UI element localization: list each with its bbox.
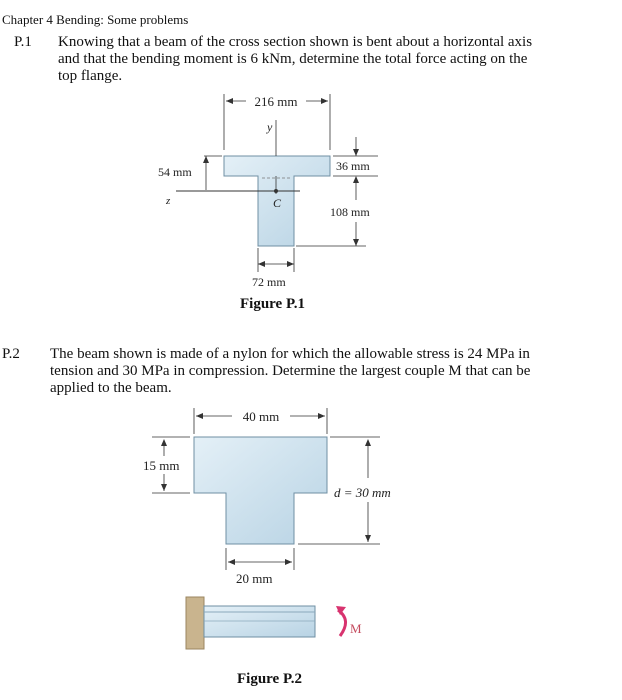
figure-p2-caption: Figure P.2 — [237, 671, 303, 687]
p2-width-label: 40 mm — [242, 409, 280, 424]
p1-centroid-label: C — [273, 196, 282, 210]
problem-2-number: P.2 — [2, 346, 20, 362]
problem-2-text: The beam shown is made of a nylon for which the allowable stress is 24 MPa in tension and 30 MPa in compression. Determine the largest couple M that can be applied to the beam. — [50, 346, 531, 396]
p2-dim-20-label: 20 mm — [236, 571, 273, 586]
p1-width-label: 216 mm — [254, 94, 298, 109]
p2-moment-label: M — [350, 621, 362, 636]
p2-wall-support — [186, 597, 204, 649]
p1-y-axis-label: y — [267, 120, 273, 134]
p2-beam-side-view — [204, 606, 315, 637]
p1-dim-108-label: 108 mm — [330, 205, 370, 219]
problem-1-number: P.1 — [14, 34, 32, 50]
p2-dim-15-label: 15 mm — [143, 458, 180, 473]
p1-dim-72-label: 72 mm — [252, 275, 286, 289]
problem-1-text: Knowing that a beam of the cross section shown is bent about a horizontal axis and that the bending moment is 6 kNm, determine the total force acting on the top flange. — [58, 34, 533, 84]
chapter-title: Chapter 4 Bending: Some problems — [2, 12, 189, 27]
p1-z-axis-label: z — [166, 195, 171, 207]
p2-tee-section — [194, 437, 327, 544]
p2-depth-label: d = 30 mm — [334, 485, 391, 500]
p2-moment-arrow — [338, 610, 346, 636]
p1-dim-36-label: 36 mm — [336, 159, 370, 173]
p1-dim-54-label: 54 mm — [158, 165, 192, 179]
figure-p1-caption: Figure P.1 — [240, 296, 306, 312]
